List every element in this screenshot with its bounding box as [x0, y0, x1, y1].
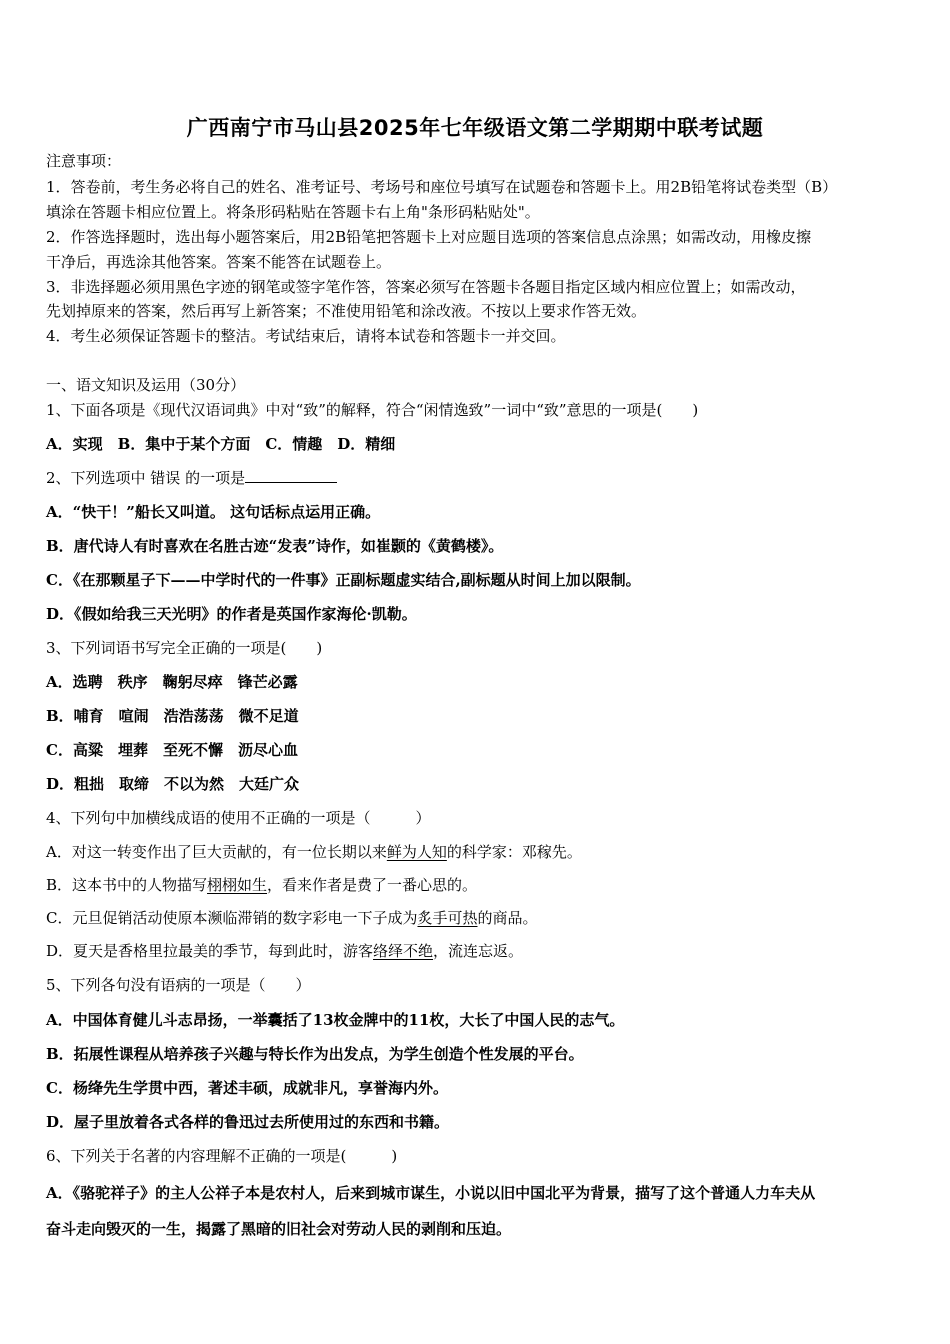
question-4-option-d: [46, 941, 523, 961]
question-6-option-a-cont: 奋斗走向毁灭的一生，揭露了黑暗的旧社会对劳动人民的剥削和压迫。: [46, 1220, 512, 1238]
question-3-option-a: A．选聘 秩序 鞠躬尽瘁 锋芒必露: [46, 673, 298, 691]
underlined-idiom: 鲜为人知: [386, 843, 447, 861]
question-2-option-c: C．《在那颗星子下——中学时代的一件事》正副标题虚实结合,副标题从时间上加以限制。: [46, 571, 641, 589]
section-heading: 一、语文知识及运用（30分）: [46, 376, 246, 394]
question-6-option-a: A．《骆驼祥子》的主人公祥子本是农村人，后来到城市谋生，小说以旧中国北平为背景，描写了这个普通人力车夫从: [46, 1184, 816, 1202]
question-2-option-a: A．“快干！”船长又叫道。 这句话标点运用正确。: [46, 503, 381, 521]
notice-line: 1．答卷前，考生务必将自己的姓名、准考证号、考场号和座位号填写在试题卷和答题卡上。用2B铅笔将试卷类型（B）: [46, 178, 838, 196]
notice-line: 填涂在答题卡相应位置上。将条形码粘贴在答题卡右上角"条形码粘贴处"。: [46, 203, 540, 221]
notice-line: 干净后，再选涂其他答案。答案不能答在试题卷上。: [46, 253, 392, 271]
question-2-stem: [46, 468, 337, 488]
question-2-stem-text: 2、下列选项中 错误 的一项是: [46, 469, 246, 487]
question-3-stem: 3、下列词语书写完全正确的一项是( ): [46, 639, 323, 657]
question-3-option-d: D．粗拙 取缔 不以为然 大廷广众: [46, 775, 300, 793]
underlined-idiom: 络绎不绝: [373, 942, 434, 960]
option-text: B．这本书中的人物描写: [46, 876, 208, 894]
question-2-option-b: B．唐代诗人有时喜欢在名胜古迹“发表”诗作，如崔颢的《黄鹤楼》。: [46, 537, 504, 555]
option-text: 的商品。: [477, 909, 538, 927]
question-5-option-c: C．杨绛先生学贯中西，著述丰硕，成就非凡，享誉海内外。: [46, 1079, 448, 1097]
question-5-option-a: A．中国体育健儿斗志昂扬，一举囊括了13枚金牌中的11枚，大长了中国人民的志气。: [46, 1011, 625, 1029]
question-5-option-d: D．屋子里放着各式各样的鲁迅过去所使用过的东西和书籍。: [46, 1113, 450, 1131]
question-3-option-c: C．高粱 埋葬 至死不懈 沥尽心血: [46, 741, 298, 759]
question-1-options: A．实现 B．集中于某个方面 C．情趣 D．精细: [46, 435, 396, 453]
notice-heading: 注意事项：: [46, 152, 122, 170]
question-3-option-b: B．哺育 喧闹 浩浩荡荡 微不足道: [46, 707, 299, 725]
question-4-stem: 4、下列句中加横线成语的使用不正确的一项是（ ）: [46, 809, 431, 827]
option-text: A．对这一转变作出了巨大贡献的，有一位长期以来: [46, 843, 387, 861]
option-text: D．夏天是香格里拉最美的季节，每到此时，游客: [46, 942, 374, 960]
option-text: ，流连忘返。: [433, 942, 524, 960]
question-6-stem: 6、下列关于名著的内容理解不正确的一项是( ): [46, 1147, 398, 1165]
underlined-idiom: 栩栩如生: [207, 876, 268, 894]
answer-blank: [245, 468, 337, 483]
question-4-option-c: [46, 908, 538, 928]
notice-line: 2．作答选择题时，选出每小题答案后，用2B铅笔把答题卡上对应题目选项的答案信息点涂黑；如需改动，用橡皮擦: [46, 228, 812, 246]
question-2-option-d: D．《假如给我三天光明》的作者是英国作家海伦·凯勒。: [46, 605, 417, 623]
question-4-option-a: [46, 842, 582, 862]
notice-line: 4．考生必须保证答题卡的整洁。考试结束后，请将本试卷和答题卡一并交回。: [46, 327, 566, 345]
question-4-option-b: [46, 875, 477, 895]
notice-line: 先划掉原来的答案，然后再写上新答案；不准使用铅笔和涂改液。不按以上要求作答无效。: [46, 302, 647, 320]
question-5-stem: 5、下列各句没有语病的一项是（ ）: [46, 976, 311, 994]
question-1-stem: 1、下面各项是《现代汉语词典》中对“致”的解释，符合“闲情逸致”一词中“致”意思的一项是( ): [46, 401, 699, 419]
notice-line: 3．非选择题必须用黑色字迹的钢笔或签字笔作答，答案必须写在答题卡各题目指定区域内相应位置上；如需改动，: [46, 278, 806, 296]
question-5-option-b: B．拓展性课程从培养孩子兴趣与特长作为出发点，为学生创造个性发展的平台。: [46, 1045, 584, 1063]
option-text: 的科学家：邓稼先。: [446, 843, 582, 861]
option-text: ，看来作者是费了一番心思的。: [267, 876, 478, 894]
page-title: 广西南宁市马山县2025年七年级语文第二学期期中联考试题: [186, 116, 764, 140]
underlined-idiom: 炙手可热: [417, 909, 478, 927]
option-text: C．元旦促销活动使原本濒临滞销的数字彩电一下子成为: [46, 909, 418, 927]
